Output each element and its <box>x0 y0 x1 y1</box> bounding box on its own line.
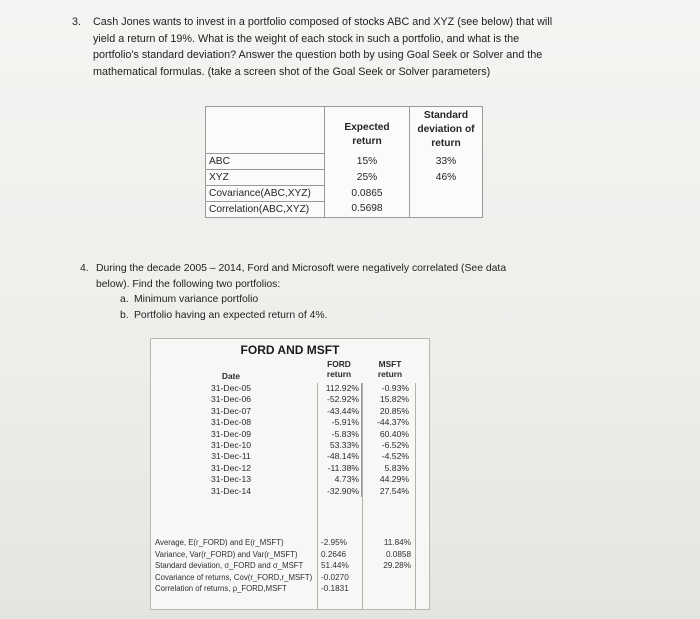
header-line: Expected <box>344 122 390 133</box>
stat-label: Covariance of returns, Cov(r_FORD,r_MSFT) <box>155 572 313 582</box>
question-3-line: yield a return of 19%. What is the weight of each stock in such a portfolio, and what is the <box>93 32 520 45</box>
msft-return-cell: -4.52% <box>381 451 409 462</box>
msft-return-cell: -44.37% <box>376 417 409 428</box>
question-4-text <box>96 261 640 323</box>
table-row <box>151 486 429 497</box>
ford-return-cell: -43.44% <box>315 406 362 417</box>
item-text: Minimum variance portfolio <box>134 294 259 305</box>
table-row <box>151 406 429 417</box>
header-line: Standard <box>423 110 469 121</box>
date-cell: 31-Dec-10 <box>210 439 252 450</box>
item-text: Portfolio having an expected return of 4%. <box>134 309 328 321</box>
msft-return-header <box>367 359 413 379</box>
ford-return-cell: -5.83% <box>315 429 362 440</box>
date-cell: 31-Dec-11 <box>211 451 251 462</box>
header-line: return <box>352 136 382 147</box>
std-deviation-cell: 33% <box>410 153 483 169</box>
table-row <box>206 169 483 185</box>
ford-return-cell: -48.14% <box>315 451 362 462</box>
ford-stat-cell: 51.44% <box>321 561 349 571</box>
table-row <box>151 383 429 394</box>
expected-return-cell: 0.0865 <box>325 185 410 201</box>
ford-stat-cell: -0.1831 <box>321 584 349 594</box>
date-cell: 31-Dec-12 <box>210 462 252 473</box>
table-row <box>206 201 483 217</box>
ford-return-cell: -11.38% <box>315 463 362 474</box>
date-cell: 31-Dec-13 <box>210 474 252 485</box>
item-letter: a. <box>120 294 129 305</box>
msft-stat-cell: 0.0858 <box>385 549 411 559</box>
date-cell: 31-Dec-09 <box>210 428 252 439</box>
question-4 <box>80 261 640 323</box>
std-deviation-cell: 46% <box>410 169 483 185</box>
question-3-line: mathematical formulas. (take a screen shot of the Goal Seek or Solver parameters) <box>93 65 491 78</box>
date-cell: 31-Dec-05 <box>210 383 252 393</box>
table-row <box>151 463 429 474</box>
msft-stat-cell: 29.28% <box>383 561 411 571</box>
stat-label: Correlation of returns, ρ_FORD,MSFT <box>155 584 287 594</box>
date-cell: 31-Dec-06 <box>210 394 252 405</box>
msft-stat-cell: 11.84% <box>383 538 411 547</box>
table-header-row <box>206 107 483 154</box>
date-header: Date <box>221 371 241 381</box>
std-deviation-header <box>410 107 483 154</box>
table-row <box>151 394 429 405</box>
stat-row <box>151 537 429 549</box>
ford-stat-cell: 0.2646 <box>321 549 347 559</box>
row-label: XYZ <box>206 169 325 185</box>
question-4-line: below). Find the following two portfolios: <box>96 278 281 290</box>
table-row <box>206 185 483 201</box>
abc-xyz-table <box>205 106 483 218</box>
expected-return-header <box>325 107 410 154</box>
msft-return-cell: 44.29% <box>379 474 409 485</box>
std-deviation-cell <box>410 201 483 217</box>
table-row <box>206 153 483 169</box>
table-row <box>151 429 429 440</box>
table-row <box>151 440 429 451</box>
ford-return-cell: -5.91% <box>315 417 362 428</box>
msft-return-cell: 5.83% <box>384 462 409 473</box>
table-row <box>151 451 429 462</box>
table-row <box>151 474 429 485</box>
ford-stat-cell: -0.0270 <box>321 572 349 582</box>
ford-return-cell: 53.33% <box>315 440 362 451</box>
table-row <box>151 417 429 428</box>
question-3-text <box>93 14 672 80</box>
question-4-line: During the decade 2005 – 2014, Ford and Microsoft were negatively correlated (See data <box>96 263 507 274</box>
expected-return-cell: 25% <box>325 169 410 185</box>
question-3 <box>72 14 672 80</box>
msft-return-cell: 20.85% <box>379 405 409 416</box>
stat-label: Variance, Var(r_FORD) and Var(r_MSFT) <box>155 549 298 559</box>
ford-return-cell: -52.92% <box>315 394 362 405</box>
header-line: MSFT <box>378 359 402 369</box>
summary-statistics <box>151 537 429 595</box>
table-header-empty <box>206 107 325 154</box>
ford-stat-cell: -2.95% <box>321 538 347 547</box>
header-line: return <box>326 369 352 379</box>
question-3-line: Cash Jones wants to invest in a portfolio composed of stocks ABC and XYZ (see below) that will <box>93 16 553 28</box>
ford-return-cell: -32.90% <box>315 486 362 497</box>
ford-msft-spreadsheet <box>150 338 430 610</box>
spreadsheet-title: FORD AND MSFT <box>240 343 340 357</box>
header-line: return <box>431 138 461 149</box>
msft-return-cell: -0.93% <box>381 383 409 393</box>
question-4-number: 4. <box>80 263 89 274</box>
ford-return-cell: 112.92% <box>315 383 362 394</box>
msft-return-cell: 27.54% <box>379 485 409 496</box>
question-3-number: 3. <box>72 16 82 28</box>
returns-rows <box>151 383 429 497</box>
row-label: Covariance(ABC,XYZ) <box>206 185 325 201</box>
expected-return-cell: 0.5698 <box>325 201 410 217</box>
stat-row <box>151 572 429 584</box>
date-cell: 31-Dec-07 <box>210 405 252 416</box>
stat-row <box>151 583 429 595</box>
header-line: FORD <box>327 359 351 369</box>
row-label: ABC <box>206 153 325 169</box>
date-cell: 31-Dec-14 <box>210 485 252 496</box>
question-3-line: portfolio's standard deviation? Answer the question both by using Goal Seek or Solver and the <box>93 49 543 61</box>
item-letter: b. <box>120 309 129 321</box>
row-label: Correlation(ABC,XYZ) <box>206 201 325 217</box>
std-deviation-cell <box>410 185 483 201</box>
stat-label: Average, E(r_FORD) and E(r_MSFT) <box>155 538 284 547</box>
ford-return-header <box>317 359 361 379</box>
stat-label: Standard deviation, σ_FORD and σ_MSFT <box>155 561 304 571</box>
stat-row <box>151 560 429 572</box>
ford-return-cell: 4.73% <box>315 474 362 485</box>
stat-row <box>151 549 429 561</box>
question-4-item <box>120 292 640 308</box>
header-line: deviation of <box>417 124 475 135</box>
msft-return-cell: 15.82% <box>379 394 409 405</box>
question-4-item <box>120 308 640 324</box>
msft-return-cell: 60.40% <box>379 428 409 439</box>
expected-return-cell: 15% <box>325 153 410 169</box>
date-cell: 31-Dec-08 <box>210 417 252 428</box>
msft-return-cell: -6.52% <box>381 439 409 450</box>
header-line: return <box>377 369 403 379</box>
